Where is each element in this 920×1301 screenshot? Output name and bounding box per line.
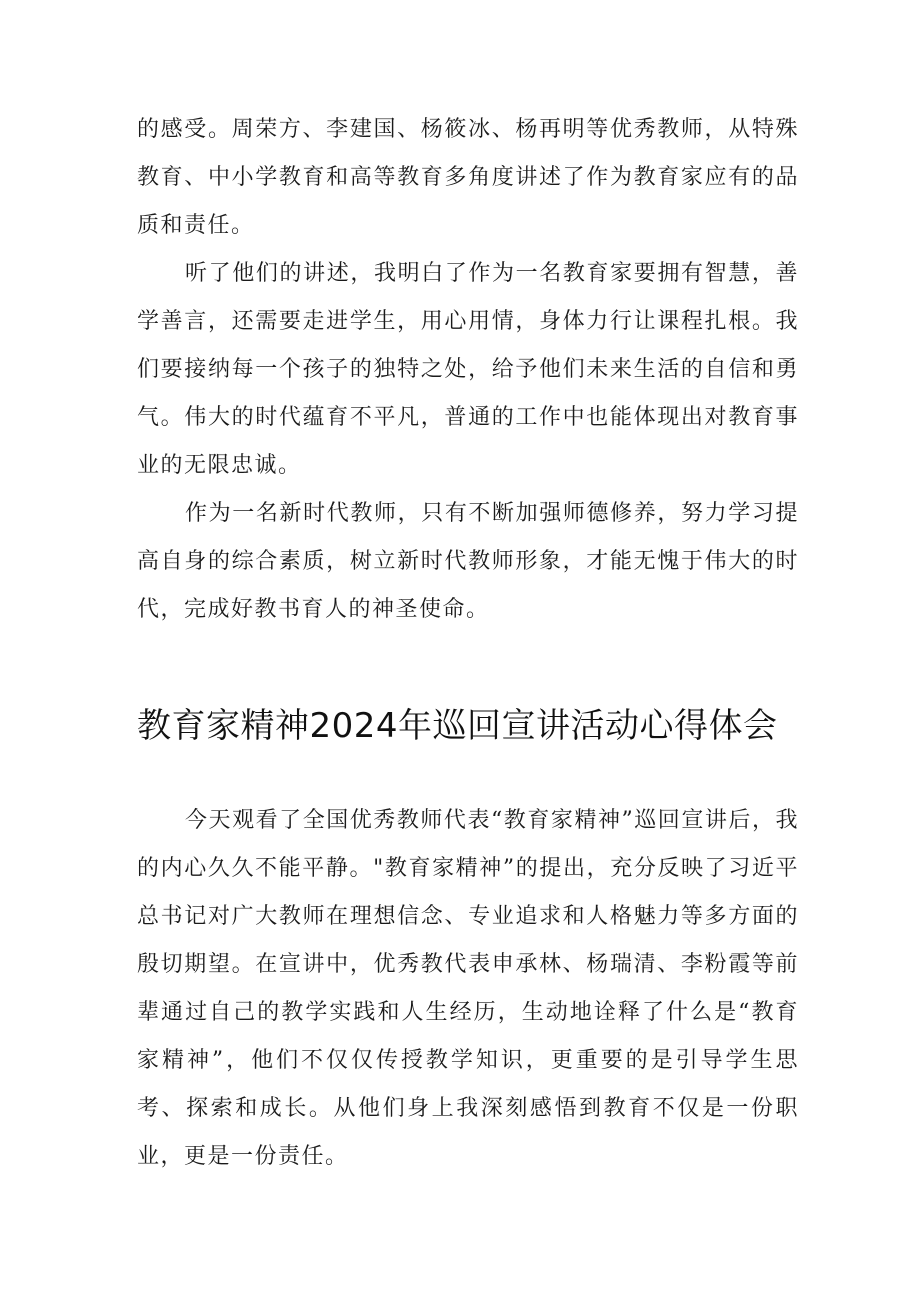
section-title: 教育家精神2024年巡回宣讲活动心得体会 (137, 706, 778, 746)
paragraph-continuation: 的感受。周荣方、李建国、杨筱冰、杨再明等优秀教师，从特殊教育、中小学教育和高等教育多角度讲述了作为教育家应有的品质和责任。 (137, 117, 799, 238)
paragraph-lecture-reflection: 听了他们的讲述，我明白了作为一名教育家要拥有智慧，善学善言，还需要走进学生，用心用情，身体力行让课程扎根。我们要接纳每一个孩子的独特之处，给予他们未来生活的自信和勇气。伟大的时代蕴育不平凡，普通的工作中也能体现出对教育事业的无限忠诚。 (137, 261, 799, 478)
paragraph-viewing-impression: 今天观看了全国优秀教师代表“教育家精神”巡回宣讲后，我的内心久久不能平静。"教育家精神”的提出，充分反映了习近平总书记对广大教师在理想信念、专业追求和人格魅力等多方面的殷切期望。在宣讲中，优秀教代表申承林、杨瑞清、李粉霞等前辈通过自己的教学实践和人生经历，生动地诠释了什么是“教育家精神”，他们不仅仅传授教学知识，更重要的是引导学生思考、探索和成长。从他们身上我深刻感悟到教育不仅是一份职业，更是一份责任。 (137, 808, 799, 1169)
paragraph-new-era-teacher: 作为一名新时代教师，只有不断加强师德修养，努力学习提高自身的综合素质，树立新时代教师形象，才能无愧于伟大的时代，完成好教书育人的神圣使命。 (137, 501, 799, 622)
